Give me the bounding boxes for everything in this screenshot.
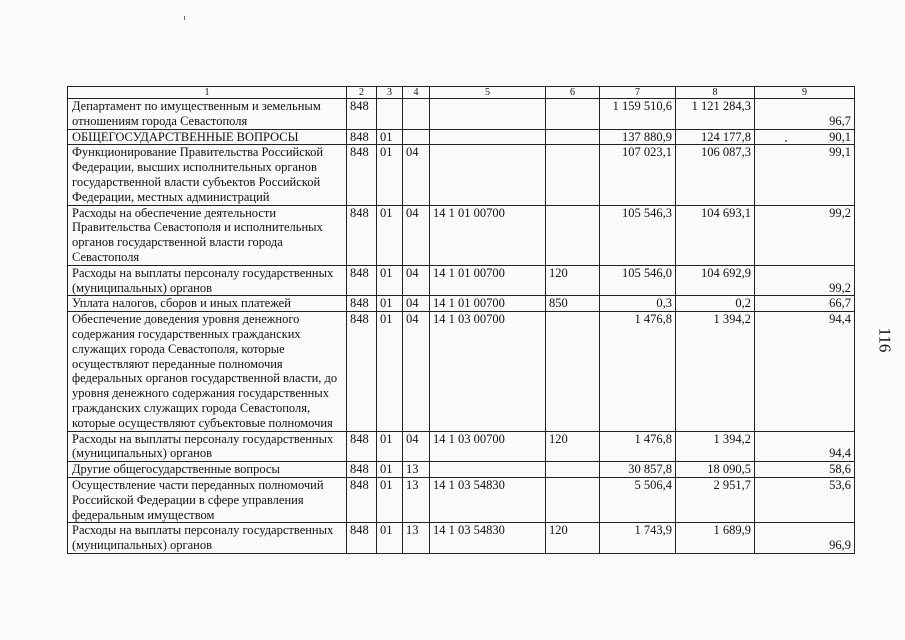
row-name: Обеспечение доведения уровня денежного содержания государственных гражданских служащих города Севастополя, которые осуществляют переданные полномочия федеральных органов государственной власти, до уровня денежного содержания государственных гражданских служащих города Севастополя, которые осуществляют субъектовые полномочия: [68, 312, 347, 431]
row-section: 01: [377, 205, 403, 265]
row-target-article: 14 1 01 00700: [430, 205, 546, 265]
row-target-article: 14 1 03 00700: [430, 312, 546, 431]
row-admin-code: 848: [347, 477, 377, 522]
row-percent: 58,6: [755, 462, 855, 478]
row-admin-code: 848: [347, 205, 377, 265]
row-target-article: 14 1 01 00700: [430, 265, 546, 296]
scan-mark: [184, 16, 185, 20]
row-percent: 99,2: [755, 205, 855, 265]
col-header-8: 8: [676, 87, 755, 99]
row-section: 01: [377, 312, 403, 431]
row-actual: 1 121 284,3: [676, 99, 755, 130]
row-name: Осуществление части переданных полномочий Российской Федерации в сфере управления федеральным имуществом: [68, 477, 347, 522]
row-subsection: 13: [403, 462, 430, 478]
row-actual: 2 951,7: [676, 477, 755, 522]
row-admin-code: 848: [347, 99, 377, 130]
row-subsection: 13: [403, 523, 430, 554]
row-actual: 1 394,2: [676, 312, 755, 431]
row-admin-code: 848: [347, 145, 377, 205]
row-percent: 96,9: [755, 523, 855, 554]
row-plan: 107 023,1: [600, 145, 676, 205]
row-admin-code: 848: [347, 296, 377, 312]
row-target-article: 14 1 03 54830: [430, 523, 546, 554]
row-section: 01: [377, 462, 403, 478]
table-row: [68, 462, 855, 478]
col-header-1: 1: [68, 87, 347, 99]
row-expense-type: 120: [546, 265, 600, 296]
row-plan: 1 159 510,6: [600, 99, 676, 130]
row-plan: 137 880,9: [600, 129, 676, 145]
row-percent: 66,7: [755, 296, 855, 312]
row-subsection: 13: [403, 477, 430, 522]
row-name: Расходы на обеспечение деятельности Правительства Севастополя и исполнительных органов государственной власти города Севастополя: [68, 205, 347, 265]
row-name: ОБЩЕГОСУДАРСТВЕННЫЕ ВОПРОСЫ: [68, 129, 347, 145]
row-actual: 1 689,9: [676, 523, 755, 554]
row-actual: 106 087,3: [676, 145, 755, 205]
col-header-6: 6: [546, 87, 600, 99]
row-target-article: [430, 462, 546, 478]
row-percent: 94,4: [755, 431, 855, 462]
row-expense-type: [546, 462, 600, 478]
row-plan: 1 476,8: [600, 431, 676, 462]
row-subsection: 04: [403, 205, 430, 265]
table-row: [68, 145, 855, 205]
row-admin-code: 848: [347, 523, 377, 554]
row-subsection: 04: [403, 431, 430, 462]
col-header-5: 5: [430, 87, 546, 99]
row-name: Расходы на выплаты персоналу государственных (муниципальных) органов: [68, 265, 347, 296]
table-row: [68, 205, 855, 265]
row-section: 01: [377, 265, 403, 296]
row-name: Функционирование Правительства Российской Федерации, высших исполнительных органов государственной власти субъектов Российской Федерации, местных администраций: [68, 145, 347, 205]
col-header-9: 9: [755, 87, 855, 99]
row-name: Уплата налогов, сборов и иных платежей: [68, 296, 347, 312]
page-number: 116: [875, 327, 895, 353]
row-actual: 104 692,9: [676, 265, 755, 296]
row-target-article: 14 1 03 00700: [430, 431, 546, 462]
row-target-article: 14 1 03 54830: [430, 477, 546, 522]
row-actual: 124 177,8: [676, 129, 755, 145]
row-admin-code: 848: [347, 265, 377, 296]
row-expense-type: [546, 205, 600, 265]
row-name: Департамент по имущественным и земельным отношениям города Севастополя: [68, 99, 347, 130]
row-subsection: [403, 99, 430, 130]
row-subsection: 04: [403, 312, 430, 431]
row-plan: 0,3: [600, 296, 676, 312]
row-actual: 104 693,1: [676, 205, 755, 265]
table-row: [68, 129, 855, 145]
row-section: 01: [377, 296, 403, 312]
table-row: [68, 477, 855, 522]
row-admin-code: 848: [347, 431, 377, 462]
row-subsection: 04: [403, 296, 430, 312]
row-plan: 5 506,4: [600, 477, 676, 522]
row-target-article: [430, 99, 546, 130]
table-row: [68, 523, 855, 554]
col-header-2: 2: [347, 87, 377, 99]
row-actual: 0,2: [676, 296, 755, 312]
row-subsection: 04: [403, 145, 430, 205]
row-target-article: [430, 145, 546, 205]
row-percent: 96,7: [755, 99, 855, 130]
col-header-3: 3: [377, 87, 403, 99]
row-target-article: 14 1 01 00700: [430, 296, 546, 312]
row-expense-type: 850: [546, 296, 600, 312]
row-plan: 1 743,9: [600, 523, 676, 554]
row-target-article: [430, 129, 546, 145]
row-expense-type: 120: [546, 431, 600, 462]
row-plan: 30 857,8: [600, 462, 676, 478]
row-percent: 99,1: [755, 145, 855, 205]
row-section: 01: [377, 523, 403, 554]
row-plan: 105 546,0: [600, 265, 676, 296]
row-expense-type: 120: [546, 523, 600, 554]
row-expense-type: [546, 145, 600, 205]
budget-table: [67, 86, 855, 554]
row-expense-type: [546, 477, 600, 522]
row-name: Расходы на выплаты персоналу государственных (муниципальных) органов: [68, 523, 347, 554]
row-section: 01: [377, 129, 403, 145]
row-percent: 94,4: [755, 312, 855, 431]
row-percent: 53,6: [755, 477, 855, 522]
table-body: [68, 87, 855, 554]
row-admin-code: 848: [347, 312, 377, 431]
row-section: 01: [377, 431, 403, 462]
row-section: [377, 99, 403, 130]
col-header-4: 4: [403, 87, 430, 99]
row-percent: 99,2: [755, 265, 855, 296]
row-actual: 18 090,5: [676, 462, 755, 478]
row-section: 01: [377, 145, 403, 205]
table-row: [68, 431, 855, 462]
table-row: [68, 265, 855, 296]
row-plan: 1 476,8: [600, 312, 676, 431]
row-admin-code: 848: [347, 129, 377, 145]
row-subsection: 04: [403, 265, 430, 296]
row-name: Другие общегосударственные вопросы: [68, 462, 347, 478]
row-section: 01: [377, 477, 403, 522]
col-header-7: 7: [600, 87, 676, 99]
table-row: [68, 99, 855, 130]
row-expense-type: [546, 312, 600, 431]
column-number-row: [68, 87, 855, 99]
row-plan: 105 546,3: [600, 205, 676, 265]
row-name: Расходы на выплаты персоналу государственных (муниципальных) органов: [68, 431, 347, 462]
table-row: [68, 296, 855, 312]
row-expense-type: [546, 99, 600, 130]
row-admin-code: 848: [347, 462, 377, 478]
table-row: [68, 312, 855, 431]
row-expense-type: [546, 129, 600, 145]
row-actual: 1 394,2: [676, 431, 755, 462]
row-subsection: [403, 129, 430, 145]
row-percent: 90,1: [755, 129, 855, 145]
